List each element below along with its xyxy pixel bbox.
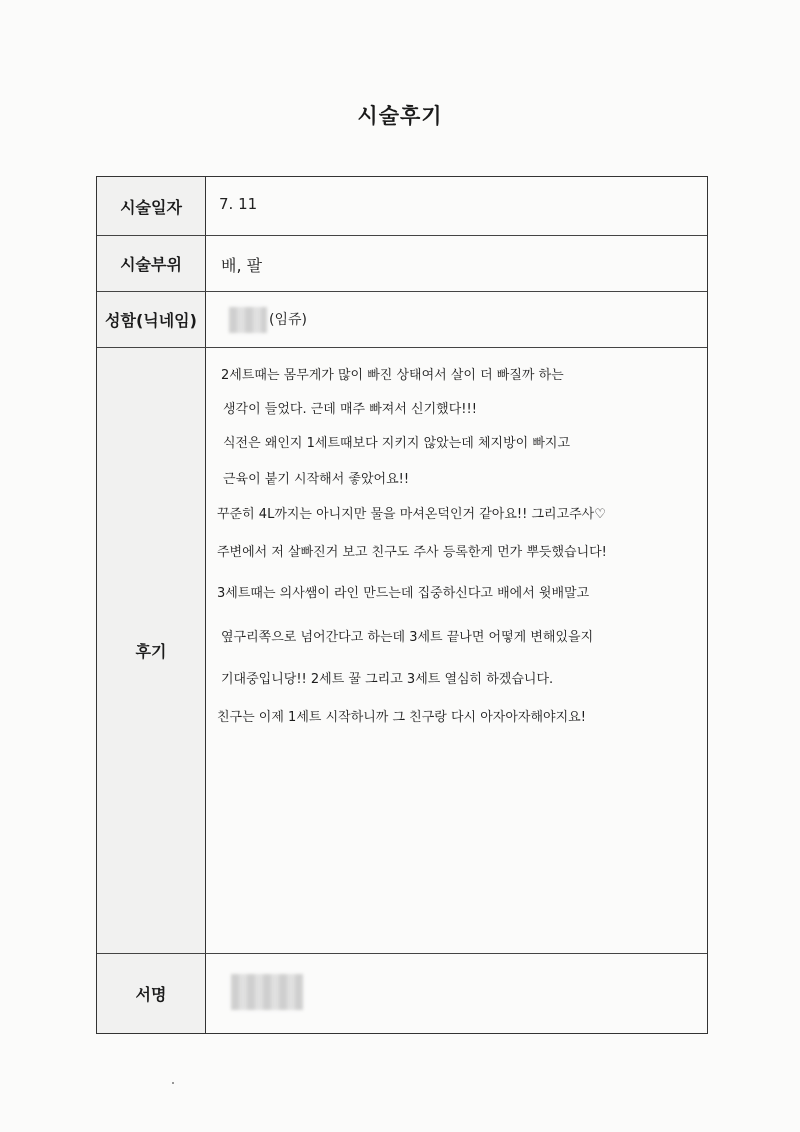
row-name [97,292,707,348]
review-line: 기대중입니당!! 2세트 꿀 그리고 3세트 열심히 하겠습니다. [221,672,554,687]
review-line: 근육이 붙기 시작해서 좋았어요!! [223,472,410,487]
signature-cell [207,954,707,1033]
review-line: 친구는 이제 1세트 시작하니까 그 친구랑 다시 아자아자해야지요! [217,710,586,725]
signature-label: 서명 [97,954,206,1033]
signature-redaction [231,974,303,1010]
scan-speck [172,1082,174,1084]
review-cell [207,348,707,953]
name-value: (임쥬) [269,312,307,328]
row-procedure-date [97,177,707,236]
review-line: 2세트때는 몸무게가 많이 빠진 상태여서 살이 더 빠질까 하는 [221,368,564,383]
review-line: 3세트때는 의사쌤이 라인 만드는데 집중하신다고 배에서 윗배말고 [217,586,590,601]
review-label: 후기 [97,348,206,953]
name-redaction [229,307,267,333]
review-line: 주변에서 저 살빠진거 보고 친구도 주사 등록한게 먼가 뿌듯했습니다! [217,545,607,560]
review-line: 꾸준히 4L까지는 아니지만 물을 마셔온덕인거 같아요!! 그리고주사♡ [217,507,606,522]
procedure-area-label: 시술부위 [97,236,206,291]
page-title: 시술후기 [357,104,443,128]
review-line: 식전은 왜인지 1세트때보다 지키지 않았는데 체지방이 빠지고 [223,436,571,451]
procedure-date-value: 7. 11 [219,195,258,213]
review-line: 생각이 들었다. 근데 매주 빠져서 신기했다!!! [223,402,477,417]
review-form-table [96,176,708,1034]
name-cell [207,292,707,347]
procedure-date-cell [207,177,707,235]
procedure-area-value: 배, 팔 [221,256,263,275]
row-procedure-area [97,236,707,292]
name-label: 성함(닉네임) [97,292,206,347]
row-review [97,348,707,954]
procedure-area-cell [207,236,707,291]
row-signature [97,954,707,1033]
review-line: 옆구리쪽으로 넘어간다고 하는데 3세트 끝나면 어떻게 변해있을지 [221,630,594,645]
procedure-date-label: 시술일자 [97,177,206,235]
